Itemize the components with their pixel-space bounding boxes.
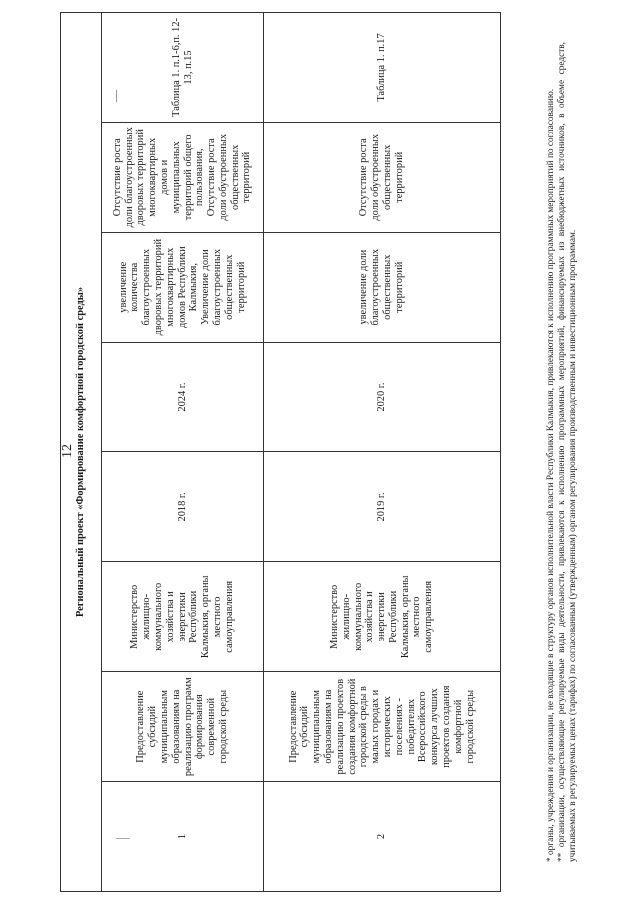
expected-result: увеличение доли благоустроенных общественных территорий [264,232,501,342]
row-number: 2 [264,782,501,892]
start-year: 2019 г. [264,452,501,562]
indicator-link: Таблица 1. п.1-6,п. 12-13, п.15 [102,13,264,123]
footnote: ** организации, осуществляющие регулируемые виды деятельности, привлекаются к исполнению программных мероприятий, финансируемых из внебюджетных источников, в объеме средств, учитываемых в регулируемых ценах (тарифах) по согласованным (утвержденным) органом регулирования производственным и инвестиционным программам. [556,42,578,862]
page-number: 12 [60,444,75,458]
consequence: Отсутствие роста доли обустроенных общественных территорий [264,122,501,232]
section-title-row [61,13,102,892]
consequence: Отсутствие роста доли благоустроенных дворовых территорий многоквартирных домов и муниципальных территорий общего пользования, Отсутствие роста доли обустроенных общественных территорий [102,122,264,232]
section-title: Региональный проект «Формирование комфортной городской среды» [61,13,102,892]
measure-name: Предоставление субсидий муниципальным образованиям на реализацию программ формирования современной городской среды [102,672,264,782]
table-row [264,13,501,892]
regional-project-table [60,12,501,892]
footnotes [546,42,578,862]
end-year: 2024 г. [102,342,264,452]
row-number: 1 [102,782,264,892]
rotated-table-wrapper [60,12,580,892]
footnotes-wrapper [546,42,600,862]
expected-result: увеличение количества благоустроенных дворовых территорий многоквартирных домов Республики Калмыкия, Увеличение доли благоустроенных общественных территорий [102,232,264,342]
executor: Министерство жилищно-коммунального хозяйства и энергетики Республики Калмыкия, органы местного самоуправления [102,562,264,672]
start-year: 2018 г. [102,452,264,562]
measure-name: Предоставление субсидий муниципальным образованиям на реализацию проектов создания комфортной городской среды в малых городах и исторических поселениях - победителях Всероссийского конкурса лучших проектов создания комфортной городской среды [264,672,501,782]
end-year: 2020 г. [264,342,501,452]
table-row [102,13,264,892]
footnote: * органы, учреждения и организации, не входящие в структуру органов исполнительной власти Республики Калмыкия, привлекаются к исполнению программных мероприятий по согласованию. [546,88,556,862]
indicator-link: Таблица 1. п.17 [264,13,501,123]
executor: Министерство жилищно-коммунального хозяйства и энергетики Республики Калмыкия, органы местного самоуправления [264,562,501,672]
